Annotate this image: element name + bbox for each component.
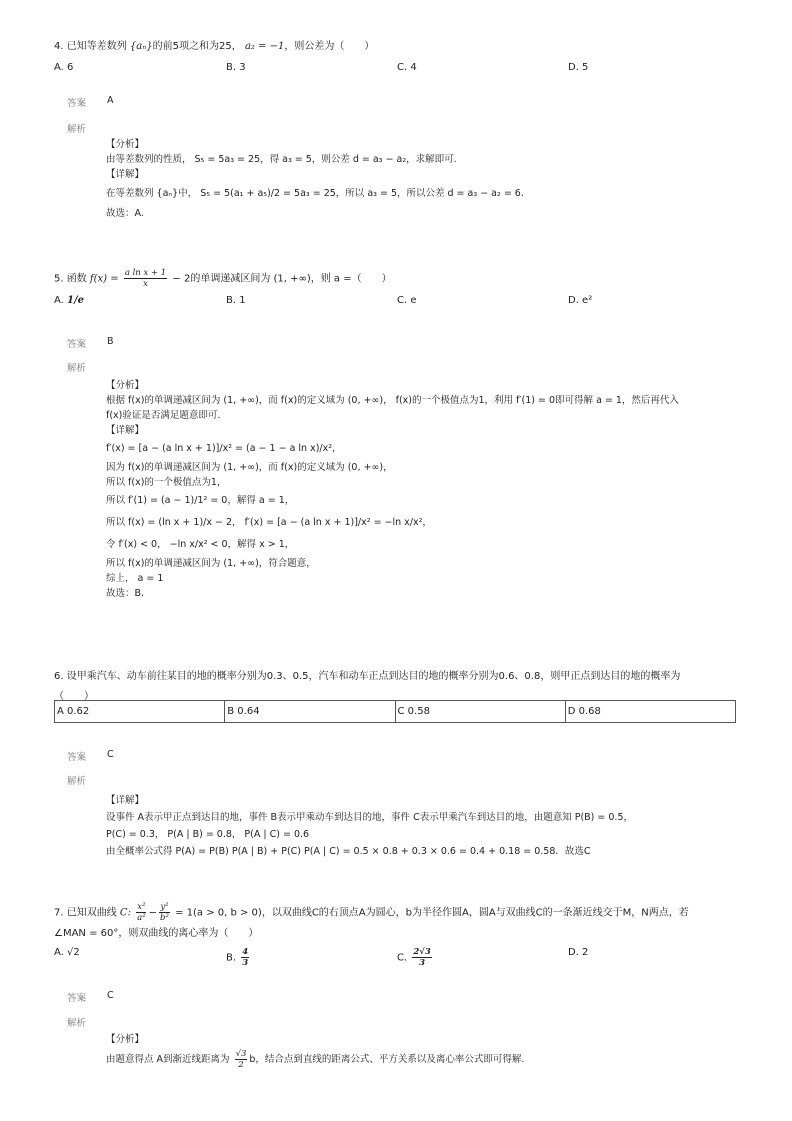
option-d: D 0.68 [567,706,601,717]
analysis-label: 解析 [67,776,87,787]
option-b: B. $\frac{4}{3}$ [226,947,249,968]
fraction: $\frac{\text{a ln x + 1}}{x}$ [124,268,167,289]
question-6-options [54,700,736,723]
option-a: A. 6 [54,62,74,73]
answer-value: B [107,336,114,347]
question-7: 7. 已知双曲线 C: $\frac{\text{x²}}{\text{a²}}$ − $\frac{\text{y²}}{\text{b²}}$ = 1(a > 0, b > 0)，以双曲线C的右顶点A为圆心，b为半径作圆A，圆A与双曲线C的一条渐近线交于M，N两点，若 ∠MAN = 60°，则双曲线的离心率为（ ） A. √2 B. $\frac{4}{3}$ C. $\frac{2√3}{3}$ D. 2 答案 C 解析 【分析】 由题意得点 A到渐近线距离为 $\frac{√3}{2}$ b，结合点到直线的距离公式、平方关系以及离心率公式即可得解. [54,902,738,973]
question-5 [54,268,738,599]
option-a: A. 1/e [54,295,85,306]
option-d: D. e² [568,295,593,306]
analysis-label: 解析 [67,124,87,135]
answer-value: C [107,990,114,1001]
question-4-options [54,62,738,80]
analysis-body: 【分析】 根据 f(x)的单调递减区间为 (1, +∞)，而 f(x)的定义域为 (0, +∞)， f(x)的一个极值点为1，利用 f′(1) = 0即可得解 a = 1，然后再代入 f(x)验证是否满足题意即可. 【详解】 f′(x) = [a − (a ln x + 1)]/x² = (a − 1 − a ln x)/x²， 因为 f(x)的单调递减区间为 (1, +∞)，而 f(x)的定义域为 (0, +∞)， 所以 f(x)的一个极值点为1， 所以 f′(1) = (a − 1)/1² = 0，解得 a = 1， 所以 f(x) = (ln x + 1)/x − 2， f′(x) = [a − (a ln x + 1)]/x² = −ln x/x²， 令 f′(x) < 0， −ln x/x² < 0，解得 x > 1， 所以 f(x)的单调递减区间为 (1, +∞)，符合题意， 综上， a = 1 故选：B. [106,380,679,599]
question-4-stem: 4. 已知等差数列 {aₙ}的前5项之和为25， a₂ = −1，则公差为（ ） [54,41,375,52]
option-b: B 0.64 [225,701,395,722]
option-a: A. √2 [54,947,80,958]
question-6 [54,670,738,857]
question-7-stem: 7. 已知双曲线 C: $\frac{\text{x²}}{\text{a²}}$ − $\frac{\text{y²}}{\text{b²}}$ = 1(a > 0, b > 0)，以双曲线C的右顶点A为圆心，b为半径作圆A，圆A与双曲线C的一条渐近线交于M，N两点，若 [54,902,689,923]
option-d: D. 2 [568,947,589,958]
question-5-options [54,295,738,317]
answer-value: A [107,95,114,106]
question-7-options [54,947,738,973]
answer-label: 答案 [67,752,87,763]
analysis-label: 解析 [67,363,87,374]
option-c: C. e [397,295,417,306]
analysis-body: 【分析】 由等差数列的性质， S₅ = 5a₃ = 25，得 a₃ = 5，则公差 d = a₃ − a₂，求解即可. 【详解】 在等差数列 {aₙ}中， S₅ = 5(a₁ + a₅)/2 = 5a₃ = 25，所以 a₃ = 5，所以公差 d = a₃ − a₂ = 6. 故选：A. [106,139,524,219]
answer-value: C [107,749,114,760]
question-6-stem: 6. 设甲乘汽车、动车前往某目的地的概率分别为0.3、0.5，汽车和动车正点到达目的地的概率分别为0.6、0.8，则甲正点到达目的地的概率为 （ ） [54,671,681,702]
analysis-body: 【详解】 设事件 A表示甲正点到达目的地，事件 B表示甲乘动车到达目的地，事件 C表示甲乘汽车到达目的地，由题意知 P(B) = 0.5， P(C) = 0.3， P(A | B) = 0.8， P(A | C) = 0.6 由全概率公式得 P(A) = P(B) P(A | B) + P(C) P(A | C) = 0.5 × 0.8 + 0.3 × 0.6 = 0.4 + 0.18 = 0.58．故选C [106,795,633,857]
option-c: C. $\frac{2√3}{3}$ [397,947,431,968]
answer-label: 答案 [67,339,87,350]
analysis-label: 解析 [67,1018,87,1029]
option-c: C 0.58 [396,701,566,722]
answer-label: 答案 [67,993,87,1004]
analysis-body: 【分析】 由题意得点 A到渐近线距离为 $\frac{√3}{2}$ b，结合点到直线的距离公式、平方关系以及离心率公式即可得解. [106,1034,525,1070]
option-b: B. 3 [226,62,246,73]
option-d: D. 5 [568,62,589,73]
question-4 [54,40,738,219]
answer-label: 答案 [67,98,87,109]
option-c: C. 4 [397,62,417,73]
option-a: A 0.62 [55,701,225,722]
option-b: B. 1 [226,295,246,306]
question-5-stem: 5. 函数 f(x) = $\frac{\text{a ln x + 1}}{x}$ − 2的单调递减区间为 (1, +∞)，则 a =（ ） [54,268,392,289]
